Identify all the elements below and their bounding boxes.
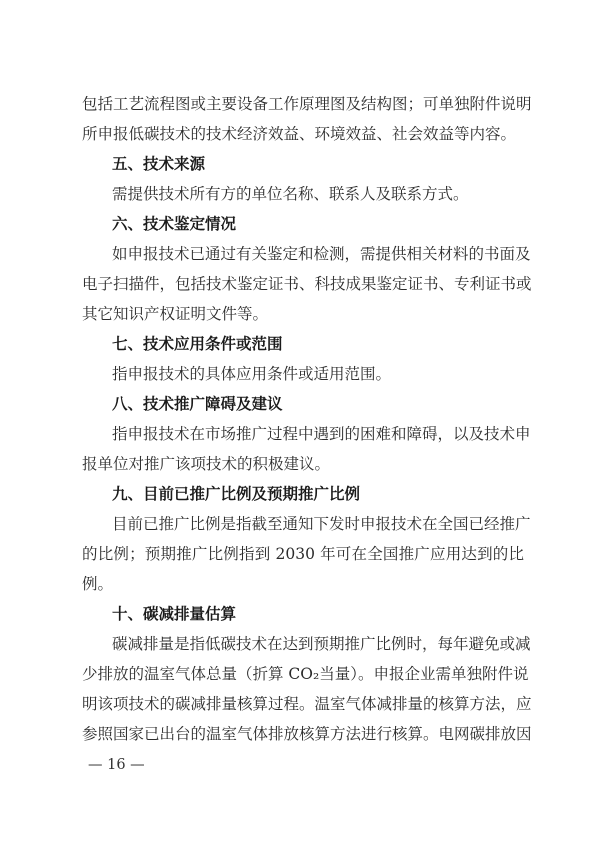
body-line: 碳减排量是指低碳技术在达到预期推广比例时，每年避免或减 xyxy=(112,635,531,653)
body-line: 例。 xyxy=(82,575,114,593)
body-line: 目前已推广比例是指截至通知下发时申报技术在全国已经推广 xyxy=(112,515,531,533)
section-heading-7: 七、技术应用条件或范围 xyxy=(112,335,283,353)
body-line: 需提供技术所有方的单位名称、联系人及联系方式。 xyxy=(112,185,469,203)
page-number: — 16 — xyxy=(88,757,145,773)
body-line: 参照国家已出台的温室气体排放核算方法进行核算。电网碳排放因 xyxy=(82,725,532,743)
body-line: 其它知识产权证明文件等。 xyxy=(82,305,269,323)
section-heading-8: 八、技术推广障碍及建议 xyxy=(112,395,283,413)
body-line: 明该项技术的碳减排量核算过程。温室气体减排量的核算方法，应 xyxy=(82,695,532,713)
body-line: 如申报技术已通过有关鉴定和检测，需提供相关材料的书面及 xyxy=(112,245,531,263)
section-heading-9: 九、目前已推广比例及预期推广比例 xyxy=(112,485,361,503)
body-line: 指申报技术的具体应用条件或适用范围。 xyxy=(112,365,392,383)
section-heading-6: 六、技术鉴定情况 xyxy=(112,215,237,233)
body-line: 的比例；预期推广比例指到 2030 年可在全国推广应用达到的比 xyxy=(82,545,524,563)
body-line: 所申报低碳技术的技术经济效益、环境效益、社会效益等内容。 xyxy=(82,125,517,143)
body-line: 指申报技术在市场推广过程中遇到的困难和障碍，以及技术申 xyxy=(112,425,531,443)
section-heading-5: 五、技术来源 xyxy=(112,155,206,173)
body-line: 电子扫描件，包括技术鉴定证书、科技成果鉴定证书、专利证书或 xyxy=(82,275,532,293)
body-line: 包括工艺流程图或主要设备工作原理图及结构图；可单独附件说明 xyxy=(82,95,532,113)
body-line: 报单位对推广该项技术的积极建议。 xyxy=(82,455,331,473)
body-line: 少排放的温室气体总量（折算 CO₂当量）。申报企业需单独附件说 xyxy=(82,665,529,683)
section-heading-10: 十、碳减排量估算 xyxy=(112,605,237,623)
